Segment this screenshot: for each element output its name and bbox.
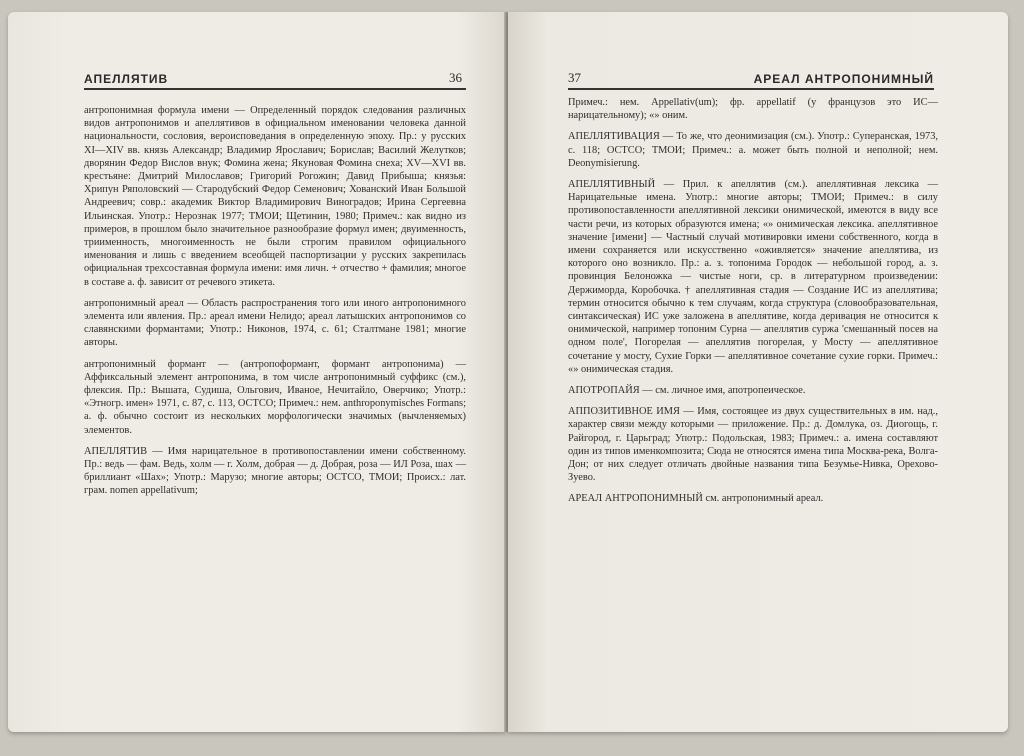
entry-paragraph: АПЕЛЛЯТИВАЦИЯ — То же, что деонимизация (см.). Употр.: Суперанская, 1973, с. 118; ОСТСО; ТМОИ; Примеч.: а. может быть полной и неполной; нем. Deonymisierung.	[568, 131, 938, 169]
right-running-head	[568, 70, 934, 90]
right-page	[508, 12, 1008, 732]
entry-paragraph: АПЕЛЛЯТИВ — Имя нарицательное в противопоставлении имени собственному. Пр.: ведь — фам. Ведь, холм — г. Холм, добрая — д. Добрая, роза — ИЛ Роза, шах — бриллиант «Шах»; Употр.: Марузо; многие авторы; ОСТСО, ТМОИ; Происх.: лат. грам. nomen appellativum;	[84, 445, 466, 497]
left-page-text	[84, 104, 466, 506]
entry-paragraph: АРЕАЛ АНТРОПОНИМНЫЙ см. антропонимный ареал.	[568, 493, 824, 505]
right-page-number: 37	[568, 70, 581, 85]
right-page-text	[568, 96, 938, 514]
entry-paragraph: АПОТРОПАЙЯ — см. личное имя, апотропеическое.	[568, 385, 806, 397]
entry-paragraph: АПЕЛЛЯТИВНЫЙ — Прил. к апеллятив (см.). апеллятивная лексика — Нарицательные имена. Употр.: многие авторы; ТМОИ; Примеч.: в силу противопоставленности апеллятивной лексики онимической, имеются в виду все части речи, из которых образуются имена; «» онимическая лексика. апеллятивное значение [имени] — Частный случай мотивировки имени собственного, когда в имени сохраняется или искусственно «оживляется» значение апеллятива, из которого оно возникло. Пр.: а. з. топонима Городок — небольшой город, а. з. провинция Белоножка — чистые ноги, ср. в литературном произведении: Держиморда, Коробочка. † апеллятивная стадия — Создание ИС из апеллятива; термин относится обычно к тем случаям, когда структура (словообразовательная, синтаксическая) ИС уже заложена в апеллятиве, когда деривация не относится к онимической, например топоним Сурна — апеллятив суржа 'смешанный посев на одном поле', Погорелая — апеллятив погорелая, у Мосту — апеллятивное сочетание у мосту, Сухие Горки — апеллятивное сочетание сухие горки. Примеч.: «» онимическая стадия.	[568, 179, 938, 375]
left-page	[8, 12, 506, 732]
entry-paragraph: АППОЗИТИВНОЕ ИМЯ — Имя, состоящее из двух существительных в им. над., характер связи между которыми — приложение. Пр.: д. Домлука, оз. Диогощь, г. Райгород, г. Царьград; Употр.: Подольская, 1983; Примеч.: а. имена составляют один из типов именкомпозита; Сюда не относятся имена типа Москва-река, Волга-Дон; от них следует отличать двойные названия типа Безумье-Нивка, Орехово-Зуево.	[568, 406, 938, 484]
entry-paragraph: Примеч.: нем. Appellativ(um); фр. appellatif (у французов это ИС—нарицательному); «» оним.	[568, 97, 938, 122]
left-running-head	[84, 70, 466, 90]
entry-paragraph: антропонимная формула имени — Определенный порядок следования различных видов антропонимов и апеллятивов в официальном именовании человека данной национальности, сословия, вероисповедания в определенную эпоху. Пр.: у русских XI—XIV вв. князь Александр; Владимир Ярославич; Борислав; Василий Желутков; дворянин Федор Вислов внук; Фомина жена; Якуновая Фомина снеха; XV—XVI вв. крестьяне: Дмитрий Милославов; Григорий Рогожин; Давид Прибыша; князья: Хрипун Ряполовский — Стародубский Федор Семенович; Хованский Иван Большой Андреевич; совр.: академик Виктор Владимирович Виноградов; Ирина Сергеевна Ильинская. Употр.: Нерознак 1977; ТМОИ; Щетинин, 1980; Примеч.: как видно из примеров, в прошлом было значительное разнообразие формул имен; двуименность, триименность, многоименность не были строгим правилом официального именования и лишь с введением всеобщей паспортизации у русских закрепилась официальная трехсоставная формула имени: имя личн. + отчество + фамилия; многое в составе а. ф. зависит от речевого этикета.	[84, 105, 466, 288]
entry-paragraph: антропонимный ареал — Область распространения того или иного антропонимного элемента или явления. Пр.: ареал имени Нелидо; ареал латышских антропонимов со славянскими формантами; Употр.: Никонов, 1974, с. 61; Сталтмане 1981; многие авторы.	[84, 297, 466, 349]
entry-paragraph: антропонимный формант — (антропоформант, формант антропонима) — Аффиксальный элемент антропонима, в том числе антропонимный суффикс (см.), флексия. Пр.: Вышата, Судиша, Ольгович, Иваное, Нечитайло, Оверчико; Употр.: «Этногр. имен» 1971, с. 87, с. 113, ОСТСО; Примеч.: нем. anthroponymisches Formans; а. ф. обычно состоит из нескольких морфологически значимых (вычленяемых) элементов.	[84, 358, 466, 436]
right-running-title: АРЕАЛ АНТРОПОНИМНЫЙ	[753, 72, 934, 86]
left-running-title: АПЕЛЛЯТИВ	[84, 72, 169, 86]
left-page-number: 36	[449, 70, 462, 85]
open-book	[8, 12, 1012, 744]
